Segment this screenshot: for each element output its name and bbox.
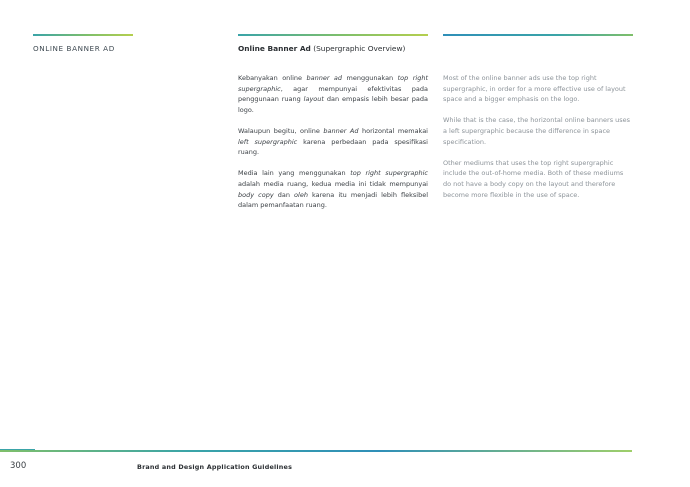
indonesian-paragraph-3 [238, 168, 428, 210]
text-run: oleh [294, 190, 308, 199]
text-run: adalah media ruang, kedua media ini tidak mempunyai [238, 179, 428, 188]
text-run: Walaupun begitu, online [238, 126, 324, 135]
text-run: banner Ad [323, 126, 359, 135]
section-label: ONLINE BANNER AD [33, 44, 115, 53]
indonesian-paragraph-2 [238, 126, 428, 158]
indonesian-column [238, 73, 428, 221]
header-rule-middle [238, 34, 428, 36]
header-rule-right [443, 34, 633, 36]
indonesian-paragraph-1 [238, 73, 428, 115]
page-title [238, 44, 405, 53]
text-run: body copy [238, 190, 274, 199]
text-run: menggunakan [342, 74, 398, 82]
text-run: dan empasis lebih besar pada logo. [238, 95, 428, 114]
text-run: Kebanyakan online [238, 74, 307, 82]
english-paragraph-1: Most of the online banner ads use the top right supergraphic, in order for a more effective use of layout space and a bigger emphasis on the logo. [443, 74, 626, 104]
text-run: banner ad [306, 74, 343, 82]
text-run: , agar mempunyai efektivitas pada penggunaan ruang [238, 84, 428, 104]
page-number: 300 [10, 461, 27, 471]
header-rule-left [33, 34, 133, 36]
footer-rule [0, 450, 632, 452]
english-paragraph-3: Other mediums that uses the top right supergraphic include the out-of-home media. Both of these mediums do not have a body copy on the layout and therefore become more flexible in the use of space. [443, 158, 624, 199]
text-run: layout [303, 95, 324, 104]
text-run: left supergraphic [238, 137, 298, 146]
english-column [443, 73, 633, 211]
page-title-bold: Online Banner Ad [238, 44, 311, 53]
text-run: horizontal memakai [358, 126, 428, 135]
text-run: dan [273, 190, 295, 199]
text-run: Media lain yang menggunakan [238, 169, 351, 178]
english-paragraph-2: While that is the case, the horizontal online banners uses a left supergraphic because the difference in space specification. [443, 116, 631, 146]
text-run: karena perbedaan pada spesifikasi ruang. [238, 137, 428, 157]
footer-guide-title: Brand and Design Application Guidelines [137, 463, 293, 471]
text-run: top right supergraphic [350, 169, 428, 178]
page-title-subtitle: (Supergraphic Overview) [310, 44, 406, 53]
text-run: top right supergraphic [238, 74, 428, 93]
text-run: karena itu menjadi lebih fleksibel dalam pemanfaatan ruang. [238, 190, 428, 210]
